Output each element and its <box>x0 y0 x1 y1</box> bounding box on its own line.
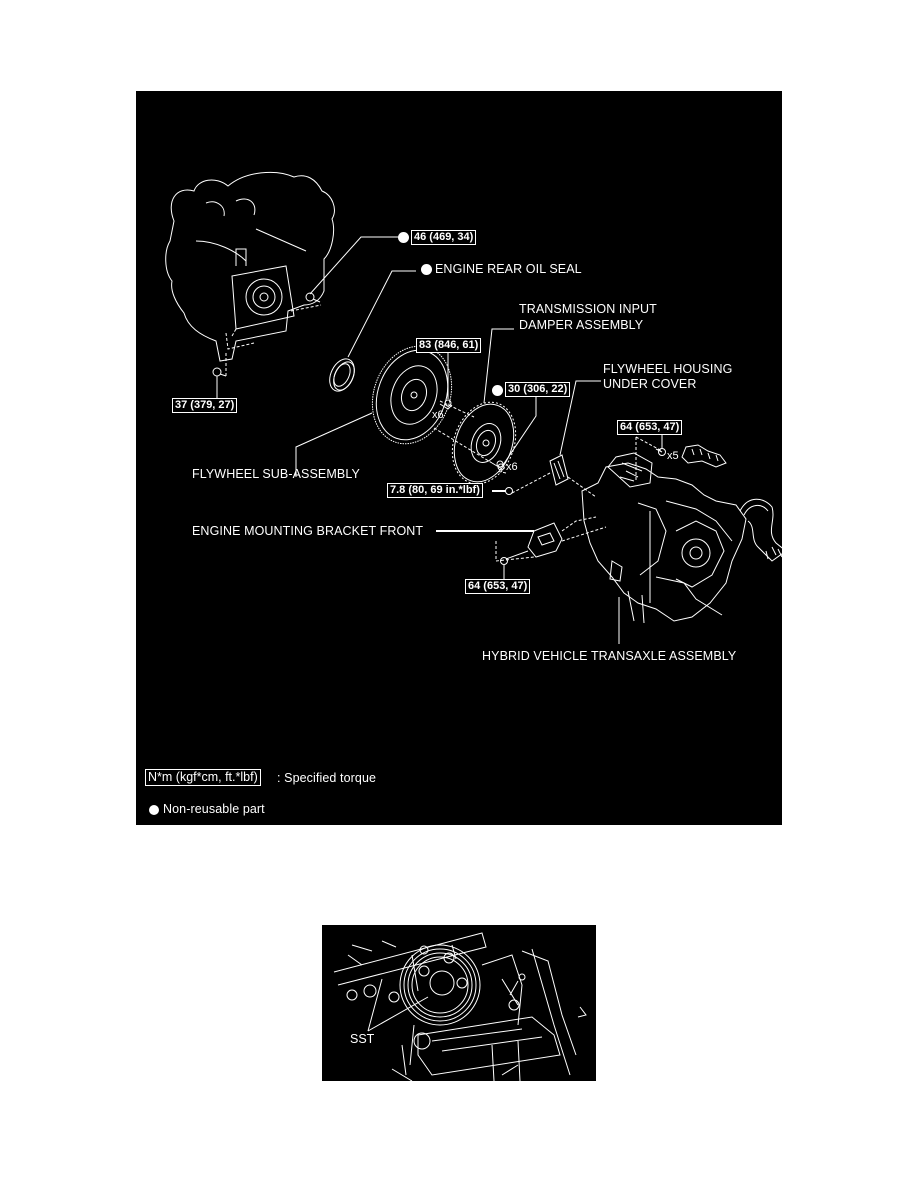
torque-spec-engine-lower-bolt: 37 (379, 27) <box>172 398 237 413</box>
non-reusable-marker <box>421 264 432 275</box>
label-transmission-input-damper-line1: TRANSMISSION INPUT <box>519 302 657 316</box>
mounting-bracket-illustration <box>528 523 562 557</box>
label-hybrid-vehicle-transaxle-assembly: HYBRID VEHICLE TRANSAXLE ASSEMBLY <box>482 649 737 663</box>
label-flywheel-housing-under-cover-line1: FLYWHEEL HOUSING <box>603 362 733 376</box>
torque-spec-flywheel-bolt: 83 (846, 61) <box>416 338 481 353</box>
torque-spec-under-cover-bolt: 7.8 (80, 69 in.*lbf) <box>387 483 483 498</box>
torque-spec-damper-bolt: 30 (306, 22) <box>505 382 570 397</box>
label-flywheel-housing-under-cover-line2: UNDER COVER <box>603 377 697 391</box>
label-flywheel-sub-assembly: FLYWHEEL SUB-ASSEMBLY <box>192 467 360 481</box>
sst-detail-linework <box>322 925 596 1081</box>
legend-torque-desc: : Specified torque <box>277 771 377 785</box>
torque-spec-engine-upper-bolt: 46 (469, 34) <box>411 230 476 245</box>
qty-flywheel-bolt: x6 <box>432 409 444 421</box>
non-reusable-marker <box>492 385 503 396</box>
label-transmission-input-damper-line2: DAMPER ASSEMBLY <box>519 318 644 332</box>
legend-non-reusable: Non-reusable part <box>163 802 265 816</box>
engine-illustration <box>166 172 335 378</box>
label-sst: SST <box>350 1032 375 1046</box>
exploded-view-linework <box>136 91 782 825</box>
transaxle-illustration <box>582 445 782 623</box>
torque-spec-bracket-bolt: 64 (653, 47) <box>465 579 530 594</box>
legend-non-reusable-icon <box>149 805 159 815</box>
qty-damper-bolt: x6 <box>506 461 518 473</box>
under-cover-illustration <box>550 455 568 485</box>
legend-torque-unit: N*m (kgf*cm, ft.*lbf) <box>145 769 261 786</box>
oil-seal-illustration <box>325 355 359 395</box>
torque-spec-transaxle-upper-bolt: 64 (653, 47) <box>617 420 682 435</box>
non-reusable-marker <box>398 232 409 243</box>
label-engine-rear-oil-seal: ENGINE REAR OIL SEAL <box>435 262 582 276</box>
qty-transaxle-upper-bolt: x5 <box>667 450 679 462</box>
exploded-view-diagram <box>136 91 782 825</box>
label-engine-mounting-bracket-front: ENGINE MOUNTING BRACKET FRONT <box>192 524 424 538</box>
sst-detail-diagram <box>322 925 596 1081</box>
